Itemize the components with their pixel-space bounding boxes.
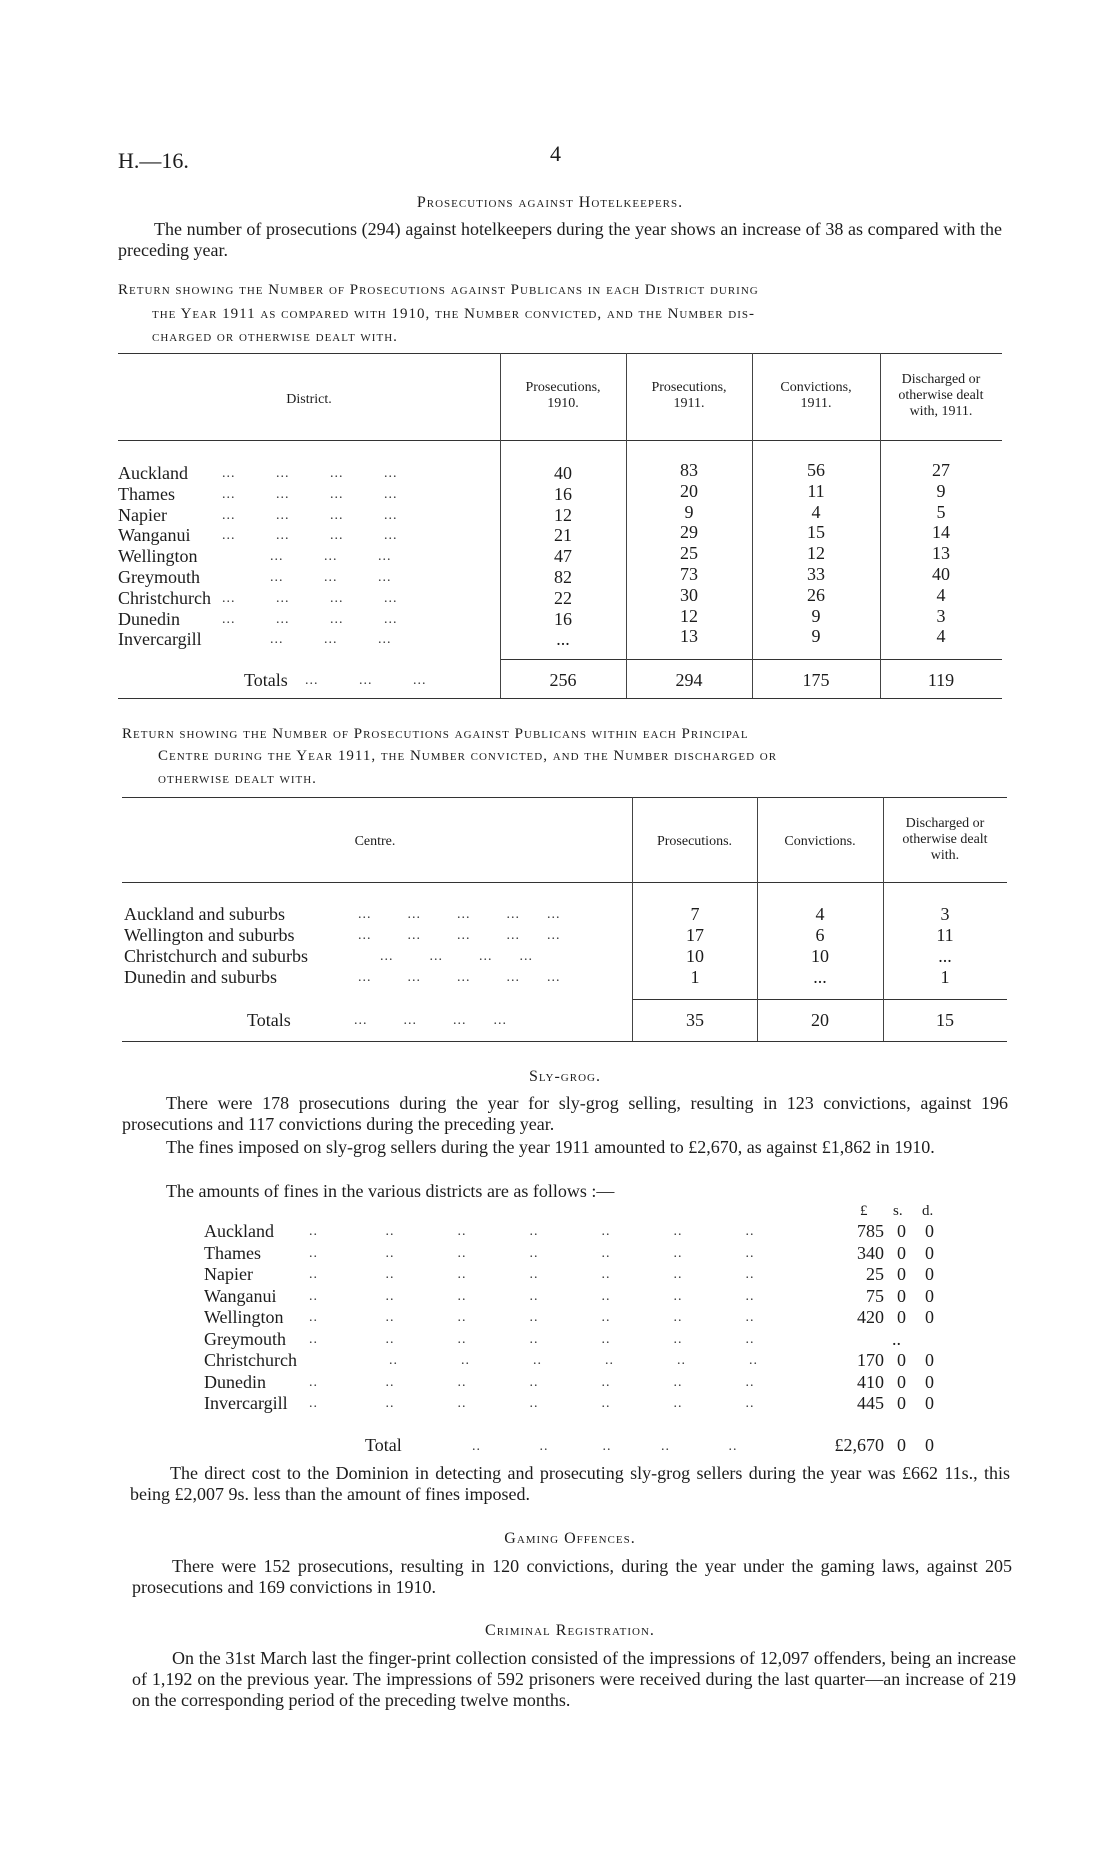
table1-discharged-value: 4 <box>936 584 946 605</box>
table1-pros1911-value: 20 <box>680 480 698 501</box>
fine-pounds-value: 420 <box>857 1307 884 1327</box>
table2-total-convictions: 20 <box>811 1010 829 1030</box>
leader-dots: ... ... ... <box>270 570 392 585</box>
table1-header-rule <box>118 440 1002 441</box>
leader-dots: .. .. .. .. .. .. .. <box>309 1245 755 1261</box>
table1-pros1911-value: 83 <box>680 460 698 480</box>
table1-discharged-value: 14 <box>932 522 950 543</box>
table1-convictions-value: 12 <box>807 543 825 564</box>
table2-discharged-value: ... <box>938 946 952 966</box>
fine-pence-value: 0 <box>925 1350 934 1370</box>
fine-district-name: Auckland <box>204 1221 274 1241</box>
table2-prosecutions-value: 10 <box>686 946 704 966</box>
table1-district-name: Christchurch <box>118 587 211 608</box>
table1-pros1910-value: ... <box>556 629 570 650</box>
header-line: 1911. <box>800 396 832 411</box>
table1-pros1911-value: 73 <box>680 564 698 584</box>
table2-title-line2: Centre during the Year 1911, the Number convicted, and the Number discharged or <box>158 748 778 764</box>
table1-header-pros1911 <box>626 380 752 412</box>
table1-title-line3: charged or otherwise dealt with. <box>152 329 398 345</box>
table1-discharged-value: 3 <box>936 605 946 626</box>
leader-dots: .. .. .. .. .. <box>472 1439 738 1454</box>
table2-title-line1: Return showing the Number of Prosecutions against Publicans within each Principal <box>122 726 749 742</box>
page-header-ref: H.—16. <box>118 148 189 173</box>
leader-dots: ... ... ... <box>270 549 392 565</box>
header-line: with. <box>930 848 960 863</box>
table1-convictions-value: 33 <box>807 564 825 584</box>
header-line: Convictions, <box>780 380 852 395</box>
pence-column-header: d. <box>922 1203 934 1219</box>
table2-discharged-value: 11 <box>936 925 954 945</box>
table1-discharged-value: 4 <box>936 626 946 647</box>
table2-convictions-value: 6 <box>815 925 825 945</box>
table1-district-name: Napier <box>118 504 167 525</box>
fine-shillings-value: 0 <box>897 1264 906 1284</box>
leader-dots: ... ... ... ... <box>222 507 398 523</box>
table1-pros1911-value: 25 <box>680 543 698 564</box>
table2-discharged-value: 1 <box>940 967 950 987</box>
slygrog-paragraph-1: There were 178 prosecutions during the year for sly-grog selling, resulting in 123 convictions, against 196 prosecutions and 117 convictions during the preceding year. <box>122 1093 1008 1134</box>
leader-dots: ... ... ... ... <box>222 528 398 544</box>
fines-total-pounds: £2,670 <box>834 1435 884 1455</box>
table1-header-district: District. <box>286 392 332 407</box>
table1-discharged-value: 13 <box>932 543 950 564</box>
table2-centre-name: Wellington and suburbs <box>124 925 295 945</box>
leader-dots: ... ... ... ... ... <box>358 970 561 985</box>
table1-convictions-value: 26 <box>807 584 825 605</box>
table2-centre-name: Dunedin and suburbs <box>124 967 277 987</box>
fine-district-name: Thames <box>204 1242 261 1263</box>
table2-header-rule <box>122 882 1007 883</box>
slygrog-fines-list <box>204 1203 964 1463</box>
table1-bottom-rule <box>118 698 1002 699</box>
fine-pounds-value: 340 <box>857 1242 884 1263</box>
page-number: 4 <box>550 141 561 166</box>
section-heading-slygrog: Sly-grog. <box>529 1068 601 1085</box>
fine-pounds-value: 75 <box>866 1285 884 1306</box>
header-line: 1911. <box>673 396 705 411</box>
table2-prosecutions-value: 17 <box>686 925 704 945</box>
table1-pros1910-value: 21 <box>554 525 572 546</box>
leader-dots: ... ... ... ... ... <box>358 907 561 922</box>
table1-district-name: Dunedin <box>118 608 180 629</box>
table1-total-pros1911: 294 <box>675 670 703 690</box>
table1-district-name: Wanganui <box>118 525 191 546</box>
fine-shillings-value: 0 <box>897 1242 906 1263</box>
table1-total-pros1910: 256 <box>549 670 577 690</box>
table2-top-rule <box>122 797 1007 798</box>
pounds-column-header: £ <box>860 1203 868 1219</box>
header-line: otherwise dealt <box>902 832 988 847</box>
slygrog-paragraph-4: The direct cost to the Dominion in detecting and prosecuting sly-grog sellers during the year was £662 11s., this being £2,007 9s. less than the amount of fines imposed. <box>130 1463 1010 1504</box>
fine-district-name: Wanganui <box>204 1285 277 1306</box>
fine-pence-value: 0 <box>925 1371 934 1392</box>
table2-prosecutions-value: 7 <box>690 904 700 924</box>
table1-total-discharged: 119 <box>927 670 955 690</box>
table1-district-name: Auckland <box>118 463 188 483</box>
leader-dots: ... ... ... ... <box>222 466 398 481</box>
fine-district-name: Napier <box>204 1264 253 1284</box>
fine-pence-value: 0 <box>925 1242 934 1263</box>
header-line: Discharged or <box>901 372 981 387</box>
table1-title-line2: the Year 1911 as compared with 1910, the Number convicted, and the Number dis- <box>152 306 756 322</box>
leader-dots: .. .. .. .. .. .. .. <box>309 1310 755 1325</box>
table1-pros1911-value: 9 <box>684 501 694 522</box>
fine-pounds-value: 445 <box>857 1393 884 1413</box>
table1-convictions-value: 56 <box>807 460 825 480</box>
fine-district-name: Dunedin <box>204 1371 266 1392</box>
section-heading-criminal-registration: Criminal Registration. <box>485 1622 655 1639</box>
slygrog-paragraph-3: The amounts of fines in the various districts are as follows :— <box>166 1181 615 1201</box>
leader-dots: .. .. .. .. .. .. <box>389 1353 758 1368</box>
table2-centre-name: Christchurch and suburbs <box>124 946 308 966</box>
table2-discharged-value: 3 <box>940 904 950 924</box>
fine-district-name: Greymouth <box>204 1328 286 1349</box>
table2-header-prosecutions: Prosecutions. <box>656 834 733 849</box>
table1-discharged-value: 5 <box>936 501 946 522</box>
fine-shillings-value: .. <box>892 1328 901 1349</box>
fine-pence-value: 0 <box>925 1285 934 1306</box>
leader-dots: ... ... ... ... <box>222 486 398 502</box>
table1-title-line1: Return showing the Number of Prosecutions against Publicans in each District during <box>118 282 759 298</box>
leader-dots: .. .. .. .. .. .. .. <box>309 1331 755 1347</box>
table1-pros1910-value: 12 <box>554 504 572 525</box>
table1-header-pros1910 <box>500 380 626 412</box>
table1-convictions-value: 4 <box>811 501 821 522</box>
leader-dots: ... ... ... ... <box>380 949 533 964</box>
table1-pros1911-value: 12 <box>680 605 698 626</box>
table2-bottom-rule <box>122 1041 1007 1042</box>
table2-title-line3: otherwise dealt with. <box>158 771 317 787</box>
slygrog-paragraph-2: The fines imposed on sly-grog sellers during the year 1911 amounted to £2,670, as against £1,862 in 1910. <box>166 1137 935 1157</box>
criminal-registration-paragraph: On the 31st March last the finger-print collection consisted of the impressions of 12,097 offenders, being an increase of 1,192 on the previous year. The impressions of 592 prisoners were received during the last quarter—an increase of 219 on the corresponding period of the preceding twelve months. <box>132 1648 1016 1710</box>
leader-dots: ... ... ... <box>305 673 427 688</box>
fines-total-label: Total <box>365 1435 402 1455</box>
table2-total-prosecutions: 35 <box>686 1010 704 1030</box>
table2-convictions-value: 10 <box>811 946 829 966</box>
table1-discharged-value: 27 <box>932 460 950 480</box>
header-line: Prosecutions, <box>651 380 727 395</box>
fine-pence-value: 0 <box>925 1393 934 1413</box>
fine-pence-value: 0 <box>925 1264 934 1284</box>
header-line: Discharged or <box>905 816 985 831</box>
table1-district-name: Greymouth <box>118 567 200 587</box>
fine-shillings-value: 0 <box>897 1307 906 1327</box>
table1-totals-label: Totals <box>244 670 288 690</box>
leader-dots: ... ... ... ... <box>222 590 398 606</box>
table1-pros1910-value: 82 <box>554 567 572 587</box>
fine-pence-value: 0 <box>925 1307 934 1327</box>
table1-convictions-value: 11 <box>807 480 825 501</box>
table1-header-discharged <box>880 372 1002 420</box>
table2-centre-name: Auckland and suburbs <box>124 904 285 924</box>
table1-district-name: Wellington <box>118 546 198 567</box>
shillings-column-header: s. <box>893 1203 903 1219</box>
table2-total-discharged: 15 <box>936 1010 954 1030</box>
fine-pounds-value: 410 <box>857 1371 884 1392</box>
fine-district-name: Christchurch <box>204 1350 297 1370</box>
table2-header-discharged <box>883 816 1007 864</box>
table1-pros1910-value: 16 <box>554 483 572 504</box>
header-line: with, 1911. <box>909 404 973 419</box>
header-line: 1910. <box>547 396 579 411</box>
table2-totals-label: Totals <box>247 1010 291 1030</box>
hotelkeepers-paragraph: The number of prosecutions (294) against hotelkeepers during the year shows an increase of 38 as compared with the preceding year. <box>118 219 1002 260</box>
table2-header-convictions: Convictions. <box>784 834 856 849</box>
table1-header-convictions <box>752 380 880 412</box>
leader-dots: .. .. .. .. .. .. .. <box>309 1267 755 1282</box>
leader-dots: .. .. .. .. .. .. .. <box>309 1396 755 1411</box>
leader-dots: ... ... ... <box>270 632 392 648</box>
table1-discharged-value: 9 <box>936 480 946 501</box>
fines-total-pence: 0 <box>925 1435 934 1455</box>
fine-shillings-value: 0 <box>897 1371 906 1392</box>
fine-shillings-value: 0 <box>897 1393 906 1413</box>
fine-pounds-value: 25 <box>866 1264 884 1284</box>
section-heading-hotelkeepers: Prosecutions against Hotelkeepers. <box>416 194 684 211</box>
fine-district-name: Invercargill <box>204 1393 288 1413</box>
leader-dots: .. .. .. .. .. .. .. <box>309 1374 755 1390</box>
leader-dots: ... ... ... ... ... <box>358 928 561 943</box>
section-heading-gaming: Gaming Offences. <box>504 1530 636 1547</box>
table1-pros1911-value: 13 <box>680 626 698 647</box>
leader-dots: ... ... ... ... <box>354 1013 507 1028</box>
header-line: otherwise dealt <box>898 388 984 403</box>
table2-convictions-value: ... <box>813 967 827 987</box>
leader-dots: .. .. .. .. .. .. .. <box>309 1288 755 1304</box>
table1-pros1911-value: 30 <box>680 584 698 605</box>
table1-convictions-value: 9 <box>811 605 821 626</box>
table2-prosecutions-value: 1 <box>690 967 700 987</box>
table1-pros1910-value: 16 <box>554 608 572 629</box>
table1-top-rule <box>118 353 1002 354</box>
fine-district-name: Wellington <box>204 1307 284 1327</box>
leader-dots: .. .. .. .. .. .. .. <box>309 1224 755 1239</box>
table2-convictions-value: 4 <box>815 904 825 924</box>
table1-total-convictions: 175 <box>802 670 830 690</box>
table1-pros1910-value: 40 <box>554 463 572 483</box>
fine-pence-value: 0 <box>925 1221 934 1241</box>
table2-header-centre: Centre. <box>354 834 396 849</box>
table1-totals-rule <box>500 659 1002 660</box>
table1-convictions-value: 15 <box>807 522 825 543</box>
fine-shillings-value: 0 <box>897 1350 906 1370</box>
table1-district-name: Invercargill <box>118 629 202 650</box>
table1-discharged-value: 40 <box>932 564 950 584</box>
fine-pounds-value: 170 <box>857 1350 884 1370</box>
fine-pounds-value: 785 <box>857 1221 884 1241</box>
header-line: Prosecutions, <box>525 380 601 395</box>
table1-district-name: Thames <box>118 483 175 504</box>
fine-shillings-value: 0 <box>897 1221 906 1241</box>
leader-dots: ... ... ... ... <box>222 611 398 627</box>
fines-total-shillings: 0 <box>897 1435 906 1455</box>
table2-totals-rule <box>632 999 1007 1000</box>
fine-shillings-value: 0 <box>897 1285 906 1306</box>
table1-pros1910-value: 22 <box>554 587 572 608</box>
table1-pros1910-value: 47 <box>554 546 572 567</box>
table1-convictions-value: 9 <box>811 626 821 647</box>
gaming-paragraph: There were 152 prosecutions, resulting in 120 convictions, during the year under the gaming laws, against 205 prosecutions and 169 convictions in 1910. <box>132 1556 1012 1597</box>
table1-pros1911-value: 29 <box>680 522 698 543</box>
